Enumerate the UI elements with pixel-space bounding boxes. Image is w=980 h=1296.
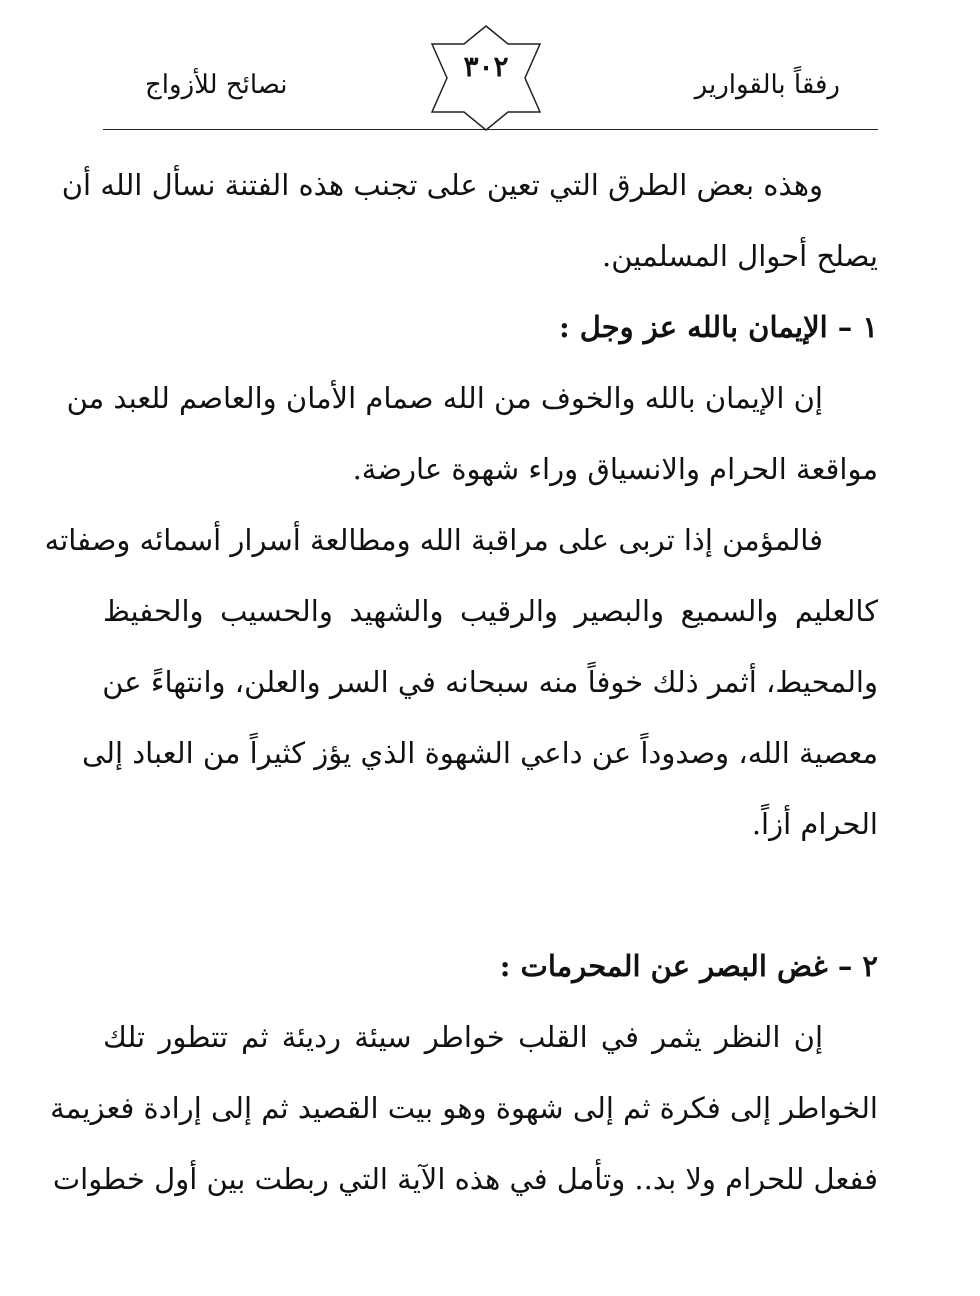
paragraph-line: كالعليم والسميع والبصير والرقيب والشهيد والحسيب والحفيظ — [103, 594, 878, 628]
page-body — [44, 150, 878, 1215]
paragraph-line: يصلح أحوال المسلمين. — [601, 239, 878, 273]
paragraph-line: فالمؤمن إذا تربى على مراقبة الله ومطالعة أسرار أسمائه وصفاته — [44, 523, 823, 557]
paragraph-line: الخواطر إلى فكرة ثم إلى شهوة وهو بيت القصيد ثم إلى إرادة فعزيمة — [50, 1091, 878, 1125]
section-heading: ١ – الإيمان بالله عز وجل : — [558, 310, 878, 344]
section-heading: ٢ – غض البصر عن المحرمات : — [499, 949, 878, 983]
paragraph-line: الحرام أزاً. — [751, 807, 878, 841]
page-number: ٣٠٢ — [463, 50, 509, 83]
paragraph-spacer — [103, 860, 878, 931]
paragraph-line: والمحيط، أثمر ذلك خوفاً منه سبحانه في السر والعلن، وانتهاءً عن — [102, 665, 878, 699]
paragraph-line: وهذه بعض الطرق التي تعين على تجنب هذه الفتنة نسأل الله أن — [61, 168, 823, 202]
running-title-book: رفقاً بالقوارير — [694, 70, 840, 100]
paragraph-line: إن النظر يثمر في القلب خواطر سيئة رديئة ثم تتطور تلك — [103, 1020, 823, 1054]
paragraph-line: معصية الله، وصدوداً عن داعي الشهوة الذي يؤز كثيراً من العباد إلى — [81, 736, 878, 770]
running-title-chapter: نصائح للأزواج — [145, 70, 288, 100]
paragraph-line: مواقعة الحرام والانسياق وراء شهوة عارضة. — [352, 452, 878, 486]
paragraph-line: ففعل للحرام ولا بد.. وتأمل في هذه الآية التي ربطت بين أول خطوات — [52, 1162, 878, 1196]
header-rule — [103, 129, 878, 130]
paragraph-line: إن الإيمان بالله والخوف من الله صمام الأمان والعاصم للعبد من — [66, 381, 823, 415]
page-header — [0, 0, 980, 140]
